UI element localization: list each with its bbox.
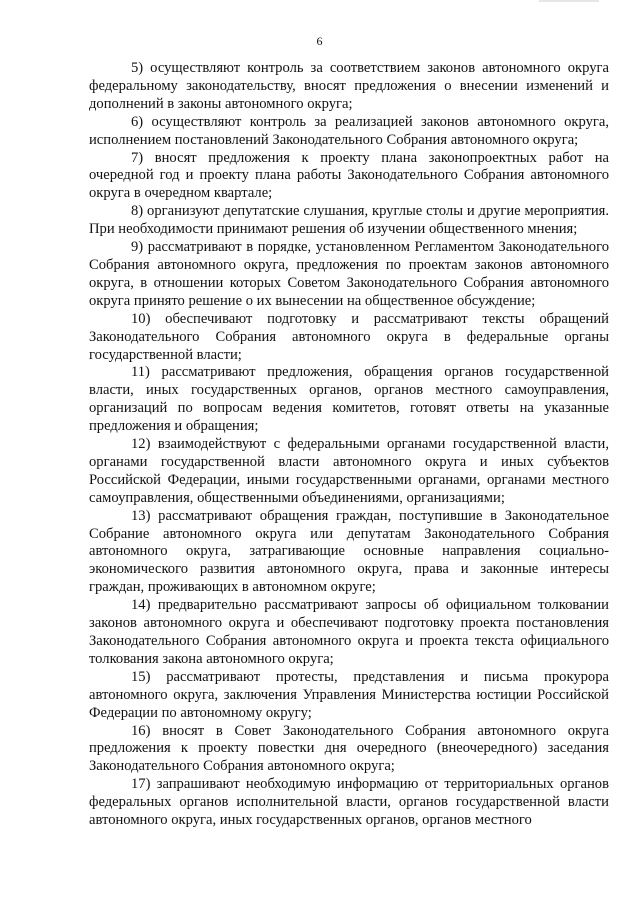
list-item-14: 14) предварительно рассматривают запросы об официальном толковании законов автономного округа и обеспечивают подготовку проекта постановления Законодательного Собрания автономного округа и проекта текста официального толкования закона автономного округа; (89, 597, 609, 667)
list-item-9: 9) рассматривают в порядке, установленном Регламентом Законодательного Собрания автономного округа, предложения по проектам законов автономного округа, в отношении которых Советом Законодательного Собрания автономного округа принято решение о их вынесении на общественное обсуждение; (89, 239, 609, 309)
list-item-5: 5) осуществляют контроль за соответствием законов автономного округа федеральному законодательству, вносят предложения о внесении изменений и дополнений в законы автономного округа; (89, 60, 609, 112)
document-body (89, 60, 609, 830)
list-item-11: 11) рассматривают предложения, обращения органов государственной власти, иных государственных органов, органов местного самоуправления, организаций по вопросам ведения комитетов, готовят ответы на указанные предложения и обращения; (89, 364, 609, 435)
list-item-12: 12) взаимодействуют с федеральными органами государственной власти, органами государственной власти автономного округа и иных субъектов Российской Федерации, иными государственными органами, органами местного самоуправления, общественными объединениями, организациями; (89, 436, 609, 506)
list-item-8: 8) организуют депутатские слушания, круглые столы и другие мероприятия. При необходимости принимают решения об изучении общественного мнения; (89, 203, 609, 238)
list-item-15: 15) рассматривают протесты, представления и письма прокурора автономного округа, заключения Управления Министерства юстиции Российской Федерации по автономному округу; (89, 668, 609, 721)
list-item-17: 17) запрашивают необходимую информацию от территориальных органов федеральных органов исполнительной власти, органов государственной власти автономного округа, иных государственных органов, органов местного (89, 776, 609, 829)
list-item-7: 7) вносят предложения к проекту плана законопроектных работ на очередной год и проекту плана работы Законодательного Собрания автономного округа в очередном квартале; (89, 149, 609, 202)
list-item-10: 10) обеспечивают подготовку и рассматривают тексты обращений Законодательного Собрания автономного округа в федеральные органы государственной власти; (89, 310, 609, 363)
list-item-13: 13) рассматривают обращения граждан, поступившие в Законодательное Собрание автономного округа или депутатам Законодательного Собрания автономного округа, затрагивающие основные направления социально-экономического развития автономного округа, права и законные интересы граждан, проживающих в автономном округе; (89, 507, 609, 596)
list-item-6: 6) осуществляют контроль за реализацией законов автономного округа, исполнением постановлений Законодательного Собрания автономного округа; (89, 113, 609, 148)
page-number: 6 (316, 34, 323, 48)
list-item-16: 16) вносят в Совет Законодательного Собрания автономного округа предложения к проекту повестки дня очередного (внеочередного) заседания Законодательного Собрания автономного округа; (89, 722, 609, 775)
scan-artifact (539, 0, 599, 2)
